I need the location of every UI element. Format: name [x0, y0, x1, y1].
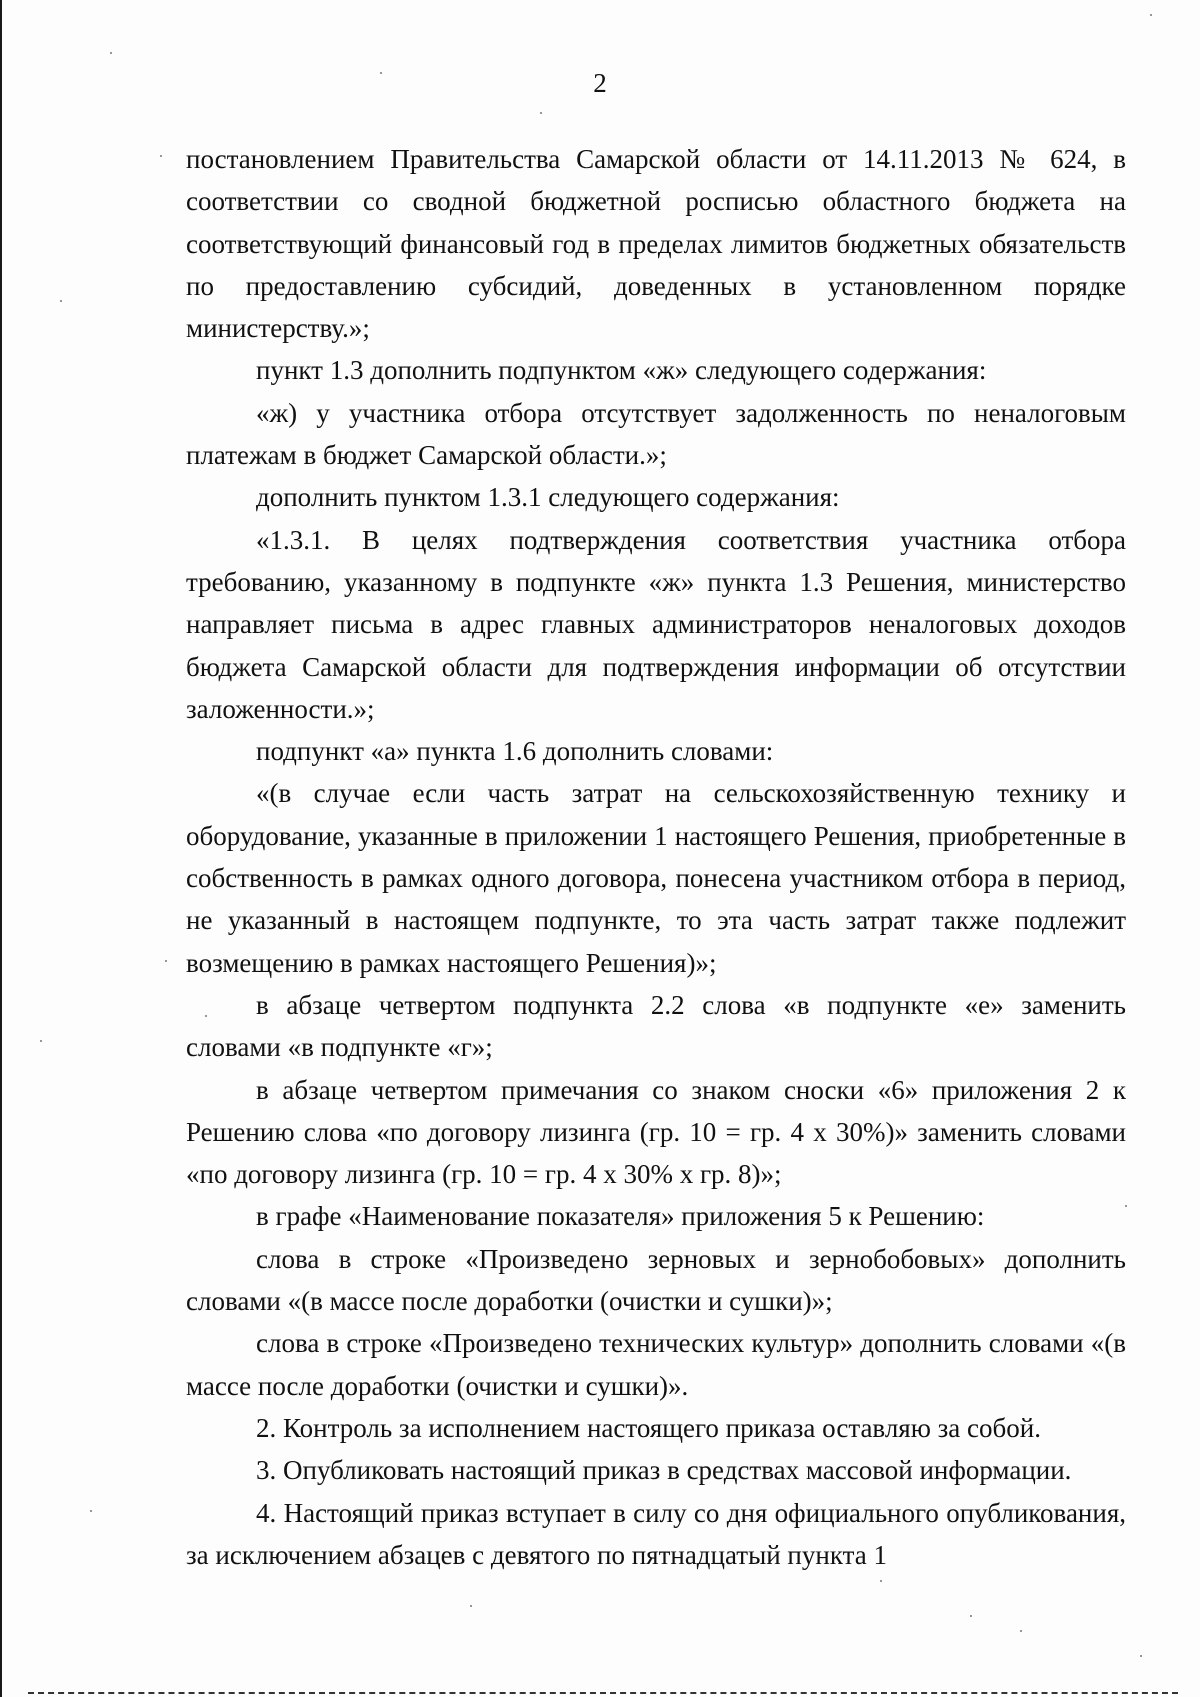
paragraph: подпункт «а» пункта 1.6 дополнить словами: — [256, 736, 774, 767]
scan-speck — [1150, 14, 1152, 16]
paragraph: слова в строке «Произведено технических культур» дополнить словами «(в массе после доработки (очистки и сушки)». — [186, 1328, 1126, 1401]
scan-speck — [880, 1580, 882, 1582]
paragraph-item-3: 3. Опубликовать настоящий приказ в средствах массовой информации. — [256, 1455, 1072, 1486]
scan-speck — [60, 300, 62, 302]
scan-speck — [90, 1510, 92, 1512]
paragraph: в абзаце четвертом подпункта 2.2 слова «в подпункте «е» заменить словами «в подпункте «г»; — [186, 989, 1126, 1063]
scan-speck — [165, 960, 167, 962]
paragraph: «ж) у участника отбора отсутствует задолженность по неналоговым платежам в бюджет Самарской области.»; — [186, 397, 1126, 471]
scan-speck — [1020, 1630, 1022, 1632]
scan-speck — [1140, 1655, 1142, 1657]
paragraph: в абзаце четвертом примечания со знаком сноски «6» приложения 2 к Решению слова «по договору лизинга (гр. 10 = гр. 4 х 30%)» заменить словами «по договору лизинга (гр. 10 = гр. 4 х 30% х гр. 8)»; — [186, 1074, 1126, 1190]
paragraph-item-4: 4. Настоящий приказ вступает в силу со дня официального опубликования, за исключением абзацев с девятого по пятнадцатый пункта 1 — [186, 1497, 1126, 1570]
scan-speck — [1125, 1205, 1127, 1207]
page-number: 2 — [593, 68, 607, 98]
scan-speck — [540, 112, 542, 114]
paragraph: в графе «Наименование показателя» приложения 5 к Решению: — [256, 1201, 985, 1232]
page-left-edge — [0, 0, 2, 1697]
scan-speck — [205, 1015, 207, 1017]
scan-speck — [380, 72, 382, 74]
scan-speck — [970, 1615, 972, 1617]
page-bottom-rule — [28, 1692, 1178, 1694]
paragraph-continuation: постановлением Правительства Самарской области от 14.11.2013 № 624, в соответствии со сводной бюджетной росписью областного бюджета на соответствующий финансовый год в пределах лимитов бюджетных обязательств по предоставлению субсидий, доведенных в установленном порядке министерству.»; — [186, 144, 1126, 344]
scan-speck — [160, 155, 162, 157]
paragraph: слова в строке «Произведено зерновых и зернобобовых» дополнить словами «(в массе после доработки (очистки и сушки)»; — [186, 1243, 1126, 1317]
paragraph-item-2: 2. Контроль за исполнением настоящего приказа оставляю за собой. — [256, 1412, 1041, 1443]
paragraph: дополнить пунктом 1.3.1 следующего содержания: — [256, 482, 840, 513]
scan-speck — [470, 1605, 472, 1607]
paragraph: «(в случае если часть затрат на сельскохозяйственную технику и оборудование, указанные в приложении 1 настоящего Решения, приобретенные в собственность в рамках одного договора, понесена участником отбора в период, не указанный в настоящем подпункте, то эта часть затрат также подлежит возмещению в рамках настоящего Решения)»; — [186, 778, 1126, 978]
scan-speck — [110, 52, 112, 54]
paragraph: «1.3.1. В целях подтверждения соответствия участника отбора требованию, указанному в подпункте «ж» пункта 1.3 Решения, министерство направляет письма в адрес главных администраторов неналоговых доходов бюджета Самарской области для подтверждения информации об отсутствии заложенности.»; — [186, 524, 1126, 724]
scan-speck — [40, 1040, 42, 1042]
paragraph: пункт 1.3 дополнить подпунктом «ж» следующего содержания: — [256, 355, 987, 386]
document-body — [186, 138, 1126, 1576]
